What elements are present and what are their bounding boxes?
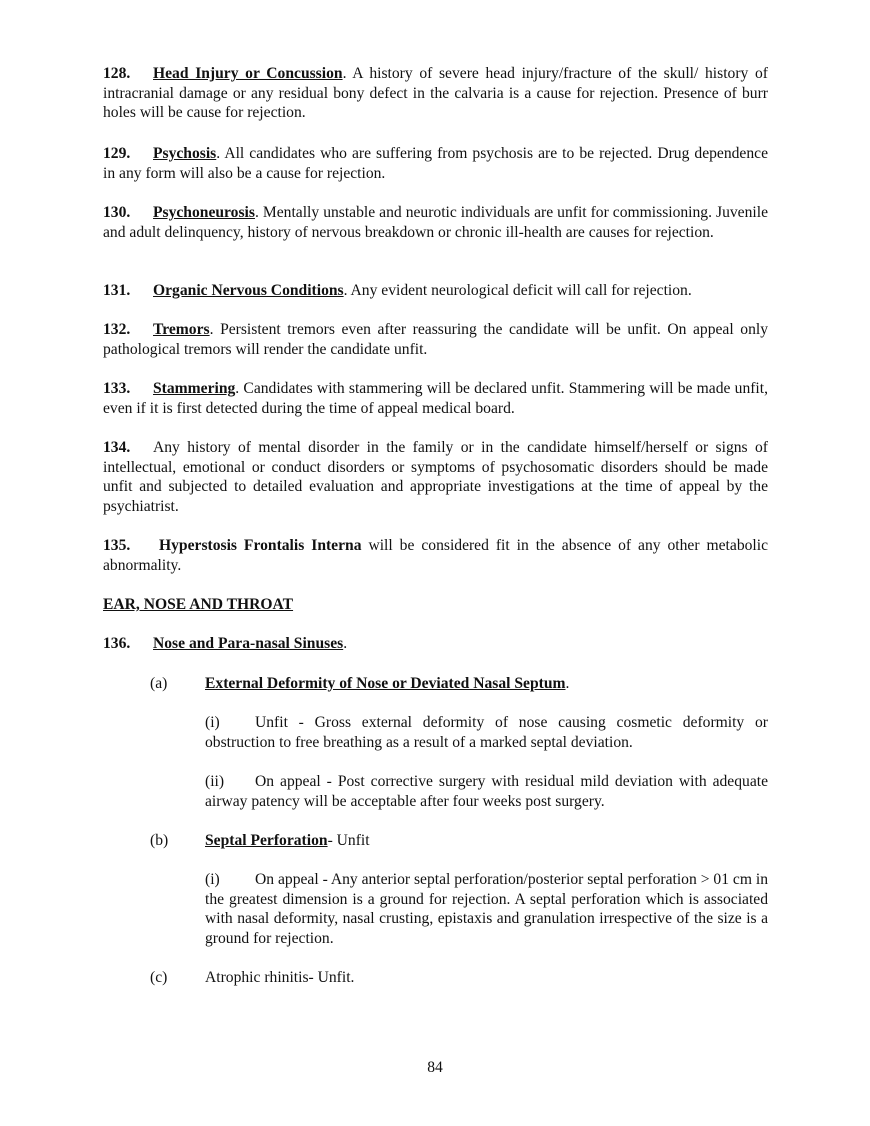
- paragraph-heading: Organic Nervous Conditions: [153, 282, 344, 299]
- subitem-suffix: - Unfit: [327, 832, 370, 849]
- subitem-text: Unfit - Gross external deformity of nose causing cosmetic deformity or obstruction to free breathing as a result of a marked septal deviation.: [205, 714, 768, 751]
- subitem-text: On appeal - Any anterior septal perforation/posterior septal perforation > 01 cm in the greatest dimension is a ground for rejection. A septal perforation which is associated with nasal deformity, nasal crusting, epistaxis and granulation irrespective of the size is a ground for rejection.: [205, 871, 768, 947]
- paragraph-135: [103, 536, 768, 575]
- subitem-label: (i): [205, 871, 220, 888]
- paragraph-128: [103, 64, 768, 123]
- paragraph-number: 134.: [103, 439, 131, 456]
- paragraph-134: [103, 438, 768, 516]
- paragraph-129: [103, 144, 768, 183]
- paragraph-132: [103, 320, 768, 359]
- paragraph-136: [103, 634, 768, 654]
- paragraph-text: . Any evident neurological deficit will call for rejection.: [343, 282, 692, 299]
- subitem-heading: Septal Perforation: [205, 832, 328, 849]
- paragraph-suffix: .: [343, 635, 348, 652]
- paragraph-heading: Stammering: [153, 380, 236, 397]
- paragraph-number: 129.: [103, 145, 131, 162]
- paragraph-heading: Psychoneurosis: [153, 204, 255, 221]
- paragraph-number: 131.: [103, 282, 131, 299]
- paragraph-number: 132.: [103, 321, 131, 338]
- page-number: 84: [427, 1059, 443, 1076]
- paragraph-text: . A history of severe head injury/fracture of the skull/ history of intracranial damage or any residual bony defect in the calvaria is a cause for rejection. Presence of burr holes will be cause for rejection.: [103, 65, 768, 121]
- subitem-label: (i): [205, 714, 220, 731]
- paragraph-number: 133.: [103, 380, 131, 397]
- subitem-text: Atrophic rhinitis- Unfit.: [205, 969, 355, 986]
- subitem-a-ii: [205, 772, 768, 811]
- section-title: EAR, NOSE AND THROAT: [103, 596, 294, 613]
- subitem-text: On appeal - Post corrective surgery with residual mild deviation with adequate airway patency will be acceptable after four weeks post surgery.: [205, 773, 768, 810]
- subitem-suffix: .: [565, 675, 570, 692]
- subitem-label: (ii): [205, 773, 225, 790]
- subitem-label: (a): [150, 675, 168, 692]
- paragraph-number: 128.: [103, 65, 131, 82]
- paragraph-text: will be considered fit in the absence of any other metabolic abnormality.: [103, 537, 768, 574]
- paragraph-heading: Head Injury or Concussion: [153, 65, 343, 82]
- paragraph-text: Any history of mental disorder in the family or in the candidate himself/herself or signs of intellectual, emotional or conduct disorders or symptoms of psychosomatic disorders should be made unfit and subjected to detailed evaluation and appropriate investigations at the time of appeal by the psychiatrist.: [103, 439, 768, 515]
- subitem-heading: External Deformity of Nose or Deviated Nasal Septum: [205, 675, 566, 692]
- paragraph-number: 136.: [103, 635, 131, 652]
- paragraph-heading: Nose and Para-nasal Sinuses: [153, 635, 344, 652]
- subitem-label: (c): [150, 969, 168, 986]
- subitem-label: (b): [150, 832, 169, 849]
- subitem-a-i: [205, 713, 768, 752]
- paragraph-131: [103, 281, 768, 301]
- paragraph-heading: Psychosis: [153, 145, 217, 162]
- subitem-b-i: [205, 870, 768, 948]
- subitem-c: [150, 968, 354, 988]
- paragraph-heading: Hyperstosis Frontalis Interna: [159, 537, 362, 554]
- paragraph-text: . Candidates with stammering will be declared unfit. Stammering will be made unfit, even if it is first detected during the time of appeal medical board.: [103, 380, 768, 417]
- paragraph-number: 135.: [103, 537, 131, 554]
- paragraph-heading: Tremors: [153, 321, 210, 338]
- paragraph-133: [103, 379, 768, 418]
- subitem-b: [150, 831, 370, 851]
- paragraph-text: . All candidates who are suffering from psychosis are to be rejected. Drug dependence in any form will also be a cause for rejection.: [103, 145, 768, 182]
- paragraph-text: . Mentally unstable and neurotic individuals are unfit for commissioning. Juvenile and adult delinquency, history of nervous breakdown or chronic ill-health are causes for rejection.: [103, 204, 768, 241]
- paragraph-text: . Persistent tremors even after reassuring the candidate will be unfit. On appeal only pathological tremors will render the candidate unfit.: [103, 321, 768, 358]
- paragraph-number: 130.: [103, 204, 131, 221]
- subitem-a: [150, 674, 569, 694]
- paragraph-130: [103, 203, 768, 242]
